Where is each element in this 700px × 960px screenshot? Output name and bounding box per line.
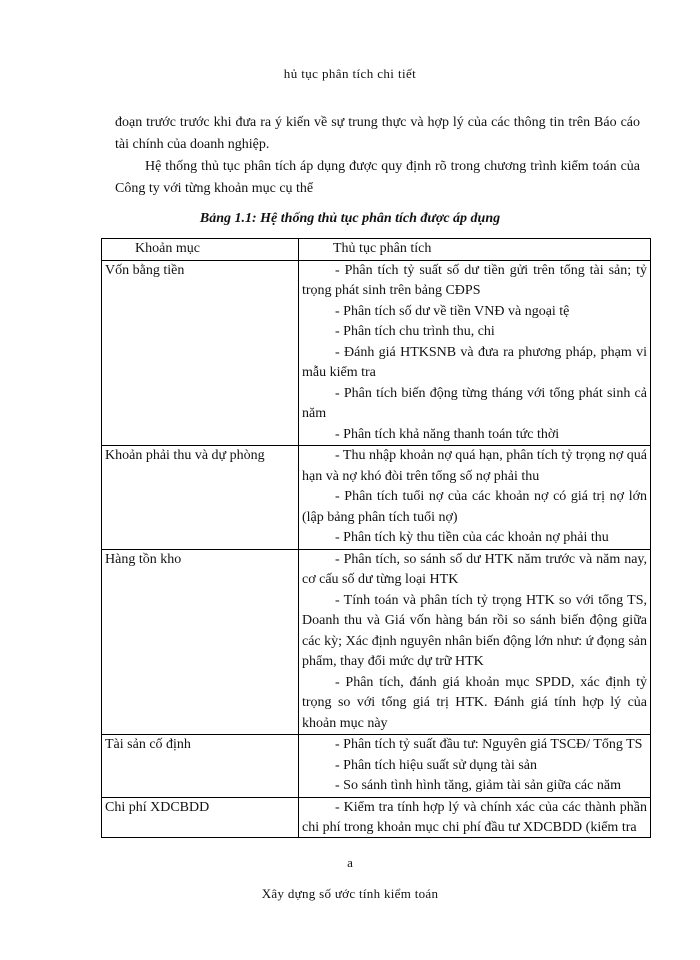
procedure-item: - Phân tích chu trình thu, chi — [335, 324, 495, 339]
table-row — [102, 797, 651, 837]
column-header-procedure: Thủ tục phân tích — [299, 239, 651, 261]
procedure-item: - Phân tích tỷ suất đầu tư: Nguyên giá TSCĐ/ Tổng TS — [335, 737, 643, 752]
procedure-item: - Phân tích khả năng thanh toán tức thời — [335, 426, 560, 442]
procedure-item: - Phân tích hiệu suất sử dụng tài sản — [335, 757, 538, 773]
procedure-item: - Phân tích, đánh giá khoản mục SPDD, xác định tỷ trọng so với tổng giá trị HTK. Đánh giá tính hợp lý của khoản mục này — [302, 674, 647, 731]
table-row — [102, 735, 651, 798]
procedure-item: - Phân tích biến động từng tháng với tổng phát sinh cả năm — [302, 385, 647, 421]
paragraph-system: Hệ thống thủ tục phân tích áp dụng được quy định rõ trong chương trình kiểm toán của Công ty với từng khoản mục cụ thể — [115, 159, 640, 196]
procedure-table — [101, 238, 651, 838]
procedure-item: - Phân tích tuổi nợ của các khoản nợ có giá trị nợ lớn (lập bảng phân tích tuổi nợ) — [302, 489, 647, 525]
column-header-account: Khoản mục — [102, 239, 299, 261]
account-cell — [102, 260, 299, 446]
procedure-item: - Phân tích kỳ thu tiền của các khoản nợ phải thu — [335, 530, 609, 545]
account-name: Hàng tồn kho — [105, 551, 182, 567]
footer-letter: a — [347, 855, 353, 870]
account-name: Chi phí XDCBDD — [105, 799, 210, 815]
account-cell — [102, 549, 299, 735]
procedure-item: - So sánh tình hình tăng, giảm tài sản giữa các năm — [335, 778, 621, 793]
procedure-item: - Phân tích, so sánh số dư HTK năm trước và năm nay, cơ cấu số dư từng loại HTK — [302, 551, 647, 587]
table-row — [102, 549, 651, 735]
procedure-item: - Tính toán và phân tích tỷ trọng HTK so với tổng TS, Doanh thu và Giá vốn hàng bán rồi so sánh biến động giữa các kỳ; Xác định nguyên nhân biến động lớn như: ứ đọng sản phẩm, thay đổi mức dự trữ HTK — [302, 592, 647, 669]
paragraph-intro: đoạn trước trước khi đưa ra ý kiến về sự trung thực và hợp lý của các thông tin trên Báo cáo tài chính của doanh nghiệp. — [115, 115, 640, 152]
procedure-cell — [299, 260, 651, 446]
procedure-cell — [299, 735, 651, 798]
account-cell — [102, 446, 299, 550]
table-row — [102, 260, 651, 446]
procedure-item: - Đánh giá HTKSNB và đưa ra phương pháp, phạm vi mẫu kiểm tra — [302, 344, 647, 380]
table-caption: Bảng 1.1: Hệ thống thủ tục phân tích được áp dụng — [199, 211, 501, 226]
account-name: Vốn bằng tiền — [105, 262, 185, 278]
procedure-item: - Kiểm tra tính hợp lý và chính xác của các thành phần chi phí trong khoản mục chi phí đầu tư XDCBDD (kiểm tra — [302, 799, 647, 835]
account-name: Khoản phải thu và dự phòng — [105, 448, 265, 463]
procedure-cell — [299, 446, 651, 550]
procedure-item: - Thu nhập khoản nợ quá hạn, phân tích tỷ trọng nợ quá hạn và nợ khó đòi trên tổng số nợ phải thu — [302, 448, 647, 484]
procedure-cell — [299, 797, 651, 837]
table-row — [102, 446, 651, 550]
table-header-row — [102, 239, 651, 261]
procedure-item: - Phân tích số dư về tiền VNĐ và ngoại tệ — [335, 303, 570, 319]
procedure-cell — [299, 549, 651, 735]
account-cell — [102, 735, 299, 798]
account-name: Tài sản cố định — [105, 737, 191, 752]
page-header: hủ tục phân tích chi tiết — [283, 66, 417, 81]
procedure-item: - Phân tích tỷ suất số dư tiền gửi trên tổng tài sản; tỷ trọng phát sinh trên bảng CĐPS — [302, 262, 647, 298]
account-cell — [102, 797, 299, 837]
page-footer: Xây dựng số ước tính kiểm toán — [261, 886, 439, 901]
